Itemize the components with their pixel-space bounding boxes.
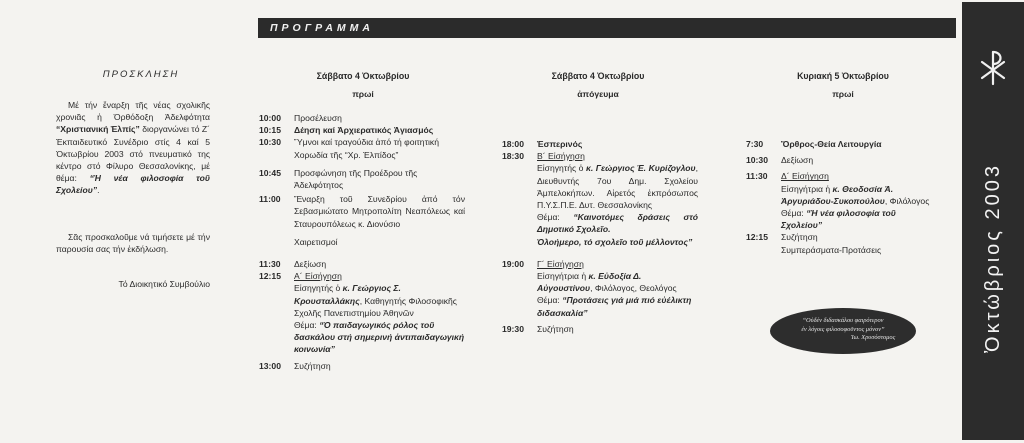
- col1-program: [259, 112, 479, 372]
- program-item: 10:30 Ὕμνοι καί τραγούδια ἀπό τή φοιτητική Χορωδία τῆς “Χρ. Ἐλπίδος”: [259, 137, 439, 160]
- invitation-text-b: διοργανώνει τό Ζ´ Ἐκπαιδευτικό Συνέδριο στίς 4 καί 5 Ὀκτωβρίου 2003 στό πνευματικό της κέντρο στό Φίλυρο Θεσσαλονίκης, μέ θέμα:: [56, 124, 210, 184]
- program-item: 12:15 Α´ Εἰσήγηση Εἰσηγητής ὁ κ. Γεώργιος Σ. Κρουσταλλάκης, Καθηγητής Φιλοσοφικῆς Σχολῆς Πανεπιστημίου Ἀθηνῶν Θέμα: “Ὁ παιδαγωγικός ρόλος τοῦ δασκάλου στή σημερινή ἀντιπαιδαγωγική κοινωνία”: [259, 271, 465, 355]
- program-item: 13:00 Συζήτηση: [259, 360, 331, 371]
- invitation-title: ΠΡΟΣΚΛΗΣΗ: [102, 69, 180, 80]
- quote-line-1: “Οὐδέν διδασκάλου φαιρότερον: [802, 317, 884, 324]
- quote-author: Ἰω. Χρυσόστομος: [850, 334, 896, 341]
- invitation-paragraph: [56, 99, 210, 197]
- conference-theme: “Ἡ νέα φιλοσοφία τοῦ Σχολείου”: [56, 173, 210, 196]
- program-item: 10:45 Προσφώνηση τῆς Προέδρου τῆς Ἀδελφότητος: [259, 167, 418, 191]
- col3-day: Κυριακή 5 Ὀκτωβρίου: [797, 71, 889, 81]
- program-item: 18:00 Ἑσπερινός: [502, 139, 583, 149]
- col3-program: [746, 138, 942, 256]
- program-item: 10:15 Δέηση καί Ἀρχιερατικός Ἁγιασμός: [259, 125, 434, 136]
- invitation-text-a: Μέ τήν ἔναρξη τῆς νέας σχολικῆς χρονιᾶς ἡ Ὀρθόδοξη Ἀδελφότητα: [56, 100, 210, 123]
- program-item: 11:00 Ἔναρξη τοῦ Συνεδρίου ἀπό τόν Σεβασμιώτατο Μητροπολίτη Νεαπόλεως καί Σταυρουπόλεως κ. Διονύσιο: [259, 194, 465, 229]
- program-title: ΠΡΟΓΡΑΜΜΑ: [270, 22, 374, 34]
- program-header-bar: [258, 18, 956, 38]
- program-item: 19:30 Συζήτηση: [502, 323, 574, 334]
- program-item: 10:00 Προσέλευση: [259, 113, 342, 123]
- program-item-note: Χαιρετισμοί: [294, 236, 338, 247]
- program-item: 11:30 Δεξίωση: [259, 259, 327, 270]
- side-date: Ὀκτώβριος 2003: [982, 163, 1004, 353]
- col2-day: Σάββατο 4 Ὀκτωβρίου: [551, 71, 645, 81]
- program-item: 18:30 Β´ Εἰσήγηση Εἰσηγητής ὁ κ. Γεώργιος Ἐ. Κυρίζογλου, Διευθυντής 7ου Δημ. Σχολείου Ἀμπελοκήπων. Αἱρετός ἐκπρόσωπος Π.Υ.Σ.Π.Ε. Δυτ. Θεσσαλονίκης Θέμα: “Καινοτόμες δράσεις στό Δημοτικό Σχολεῖο. Ὁλοήμερο, τό σχολεῖο τοῦ μέλλοντος”: [502, 151, 698, 247]
- invitation-paragraph-2: Σᾶς προσκαλοῦμε νά τιμήσετε μέ τήν παρουσία σας τήν ἐκδήλωση.: [56, 232, 210, 255]
- col2-part: ἀπόγευμα: [577, 89, 619, 99]
- program-item: 7:30 Ὄρθρος-Θεία Λειτουργία: [746, 139, 882, 149]
- quote-line-2: ἐν λόγοις φιλοσοφοῦντος μόνον”: [801, 325, 885, 333]
- program-item: 12:15 Συζήτηση Συμπεράσματα-Προτάσεις: [746, 232, 882, 255]
- invitation-text-end: .: [97, 185, 100, 196]
- quote-oval: [770, 308, 916, 354]
- col1-part: πρωί: [352, 89, 374, 99]
- program-item: 11:30 Δ´ Εἰσήγηση Εἰσηγήτρια ἡ κ. Θεοδοσία Ἀ. Ἀργυριάδου-Συκοπούλου, Φιλόλογος Θέμα: “Ἡ νέα φιλοσοφία τοῦ Σχολείου”: [746, 171, 930, 231]
- program-item: 10:30 Δεξίωση: [746, 155, 814, 166]
- program-item: 19:00 Γ´ Εἰσήγηση Εἰσηγήτρια ἡ κ. Εὐδοξία Δ. Αὐγουστίνου, Φιλόλογος, Θεολόγος Θέμα: “Προτάσεις γιά μιά πιό εὐέλικτη διδασκαλία”: [502, 258, 692, 318]
- col2-program: [502, 138, 698, 335]
- organization-name: “Χριστιανική Ἐλπίς”: [56, 124, 140, 135]
- chi-rho-cross-icon: [976, 48, 1010, 88]
- col1-day: Σάββατο 4 Ὀκτωβρίου: [316, 71, 410, 81]
- col3-part: πρωί: [832, 89, 854, 99]
- invitation-signature: Τό Διοικητικό Συμβούλιο: [118, 279, 210, 289]
